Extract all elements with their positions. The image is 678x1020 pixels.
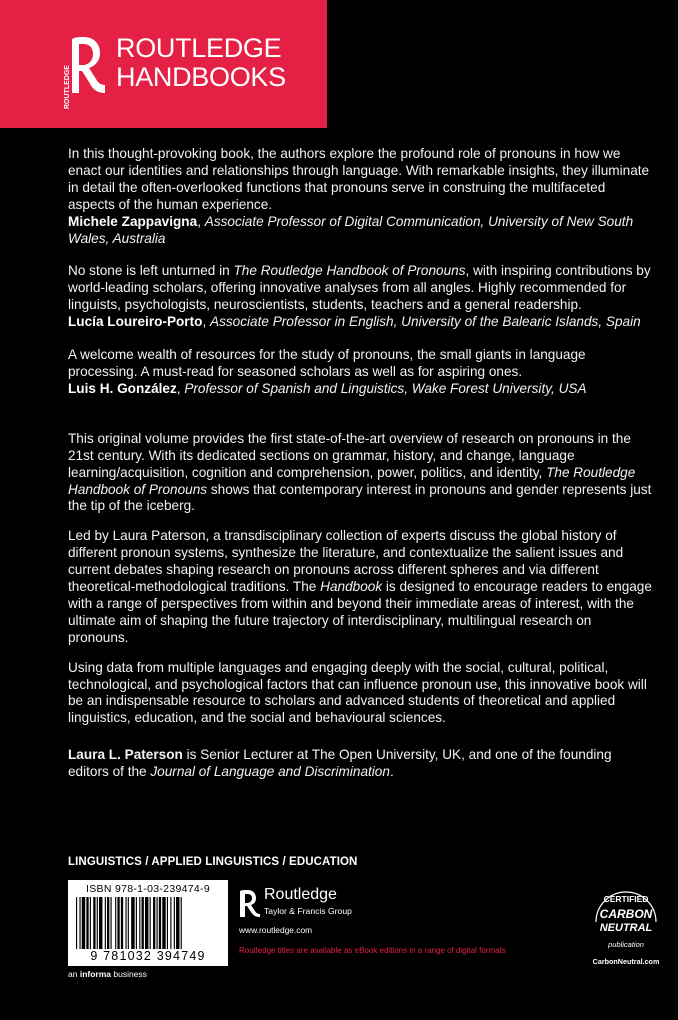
ebook-note: Routledge titles are available as eBook editions in a range of digital formats [239,946,506,955]
barcode-bar [82,897,85,949]
barcode-bars-icon [76,897,220,949]
handbook-italic: Handbook [320,579,383,595]
barcode-bar [136,897,137,949]
barcode-bar [150,897,151,949]
barcode-bar [76,897,77,949]
endorsement-source: Luis H. González, Professor of Spanish and Linguistics, Wake Forest University, USA [68,380,587,396]
endorsement-text: In this thought-provoking book, the authors explore the profound role of pronouns in how we enact our identities and relationships through language. With remarkable insights, they illuminate in detail the often-overlooked functions that pronouns serve in construing the multifaceted aspects of the human experience. [68,146,650,212]
informa-suffix: business [111,969,147,979]
barcode-bar [111,897,112,949]
back-cover-text [68,146,652,781]
barcode-bar [159,897,161,949]
carbon-neutral-logo-icon [586,880,666,956]
carbon-neutral-badge [586,880,666,972]
logo-vertical-wordmark: ROUTLEDGE [64,65,71,109]
author-name: Laura L. Paterson [68,747,183,763]
barcode-bar [86,897,88,949]
routledge-head-logo-icon [62,31,108,111]
endorsement-source: Lucía Loureiro-Porto, Associate Professor in English, University of the Balearic Islands, Spain [68,314,641,330]
barcode-bar [162,897,165,949]
barcode-bar [139,897,140,949]
isbn-label: ISBN 978-1-03-239474-9 [86,883,210,895]
author-bio-text: . [389,764,394,780]
endorsement-text: A welcome wealth of resources for the study of pronouns, the small giants in language processing. A must-read for seasoned scholars as well as for aspiring ones. [68,347,586,379]
barcode-bar [145,897,148,949]
informa-credit [68,969,147,979]
barcode-bar [142,897,144,949]
informa-brand: informa [79,969,111,979]
barcode-bar [105,897,106,949]
barcode-digits: 9 781032 394749 [90,949,206,963]
barcode-bar [107,897,109,949]
journal-title-italic: Journal of Language and Discrimination [150,764,390,780]
neutral-word-text: NEUTRAL [599,922,653,934]
author-bio [68,747,652,781]
barcode-bar [99,897,102,949]
endorser-role: Associate Professor of Digital Communication, University of New South Wales, Australia [68,213,634,246]
barcode-bar [115,897,116,949]
carbon-certified-text: CERTIFIED [603,894,649,904]
book-title-italic: The Routledge Handbook of Pronouns [68,464,636,497]
endorsement-2 [68,263,652,331]
barcode-bar [90,897,91,949]
endorser-role: Associate Professor in English, University of the Balearic Islands, Spain [210,314,641,330]
barcode-bar [121,897,123,949]
barcode-bar [93,897,95,949]
endorser-name: Michele Zappavigna [68,213,198,229]
author-bio-text: is Senior Lecturer at The Open University, UK, and one of the founding editors of the [68,747,612,780]
barcode-bar [125,897,126,949]
endorsement-text-part: , with inspiring contributions by world-leading scholars, offering innovative analyses from all angles. Highly recommended for linguists, psychologists, neuroscientists, students, teachers and a general readership. [68,263,651,313]
barcode-bar [128,897,129,949]
informa-prefix: an [68,969,80,979]
isbn-barcode [68,880,228,966]
subject-category: LINGUISTICS / APPLIED LINGUISTICS / EDUCATION [68,856,358,868]
endorsement-text [68,263,652,314]
series-banner [0,0,327,128]
book-title-italic: The Routledge Handbook of Pronouns [233,263,466,279]
endorser-name: Luis H. González [68,380,177,396]
description-text: is designed to encourage readers to engage with a range of perspectives from within and beyond their immediate areas of interest, with the ultimate aim of shaping the future trajectory of interdisciplinary, multilingual research on pronouns. [68,579,652,645]
description-text: This original volume provides the first state-of-the-art overview of research on pronouns in the 21st century. With its dedicated sections on grammar, history, and change, language learning/acquisition, cognition and comprehension, power, politics, and identity, [68,430,631,480]
series-title [116,34,286,92]
barcode-bar [181,897,182,949]
endorser-role: Professor of Spanish and Linguistics, Wake Forest University, USA [184,380,587,396]
description-text: shows that contemporary interest in pronouns and gender represents just the tip of the iceberg. [68,481,652,514]
carbon-neutral-url: CarbonNeutral.com [592,957,660,966]
endorser-name: Lucía Loureiro-Porto [68,314,203,330]
barcode-bar [167,897,168,949]
routledge-logo-icon [238,888,260,918]
publisher-name: Routledge [264,886,337,903]
series-title-line2: HANDBOOKS [116,62,286,92]
series-title-line1: ROUTLEDGE [116,33,282,63]
carbon-word-text: CARBON [599,907,653,921]
barcode-bar [131,897,134,949]
publisher-tagline: Taylor & Francis Group [264,906,352,916]
description-paragraph-2 [68,528,652,646]
barcode-bar [117,897,119,949]
endorsement-source: Michele Zappavigna, Associate Professor of Digital Communication, University of New South Wales, Australia [68,213,634,246]
description-paragraph-3: Using data from multiple languages and engaging deeply with the social, cultural, political, technological, and psychological factors that can influence pronoun use, this innovative book will be an indispensable resource to scholars and advanced students of theoretical and applied linguistics, education, and the social and behavioural sciences. [68,659,647,726]
barcode-bar [170,897,171,949]
carbon-publication-text: publication [608,940,644,949]
endorsement-3 [68,347,652,398]
description-text: Led by Laura Paterson, a transdisciplinary collection of experts discuss the global history of different pronoun systems, synthesize the literature, and contextualize the salient issues and current debates shaping research on pronouns across different spheres and via different theoretical-methodological traditions. The [68,528,624,595]
endorsement-1 [68,146,652,247]
endorsement-text-part: No stone is left unturned in [68,263,234,279]
barcode-bar [174,897,175,949]
publisher-url: www.routledge.com [239,925,313,935]
barcode-bar [97,897,98,949]
barcode-bar [157,897,158,949]
barcode-bar [79,897,80,949]
description-paragraph-1 [68,431,652,516]
barcode-bar [153,897,155,949]
barcode-bar [176,897,179,949]
